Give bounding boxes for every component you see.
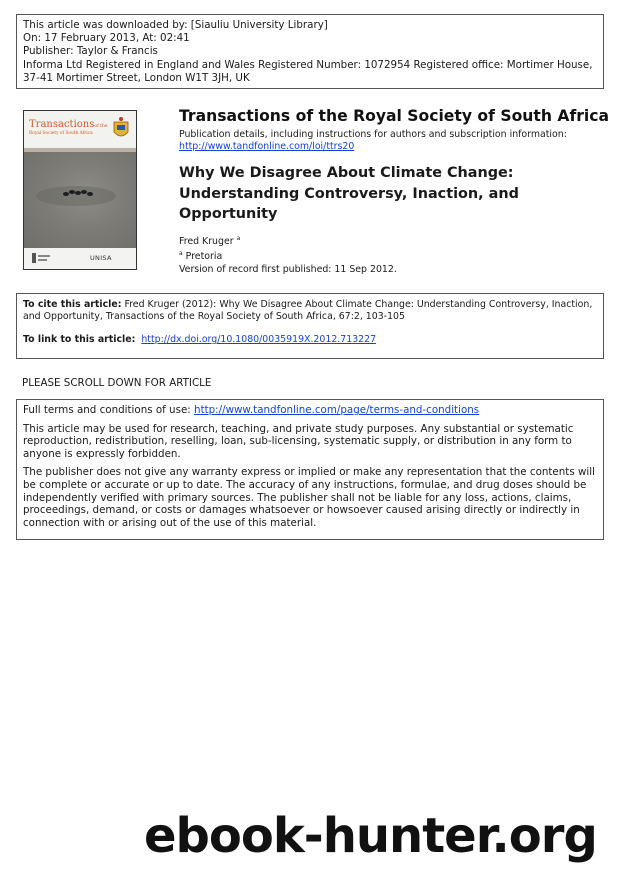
terms-intro-row — [23, 404, 597, 417]
cite-label: To cite this article: — [23, 299, 122, 310]
download-line-registered: Informa Ltd Registered in England and Wales Registered Number: 1072954 Registered office: Mortimer House, 37-41 Mortimer Street, London W1T 3JH, UK — [23, 58, 593, 84]
link-row — [23, 334, 597, 346]
journal-cover — [23, 110, 137, 270]
affiliation-line — [179, 248, 599, 264]
download-line-library: This article was downloaded by: [Siauliu University Library] — [23, 19, 328, 31]
download-notice — [16, 14, 604, 89]
article-header — [179, 107, 610, 276]
journal-link[interactable]: http://www.tandfonline.com/loi/ttrs20 — [179, 141, 355, 152]
cover-title: Transactionsof the — [29, 119, 108, 130]
terms-box — [16, 399, 604, 540]
scroll-notice: PLEASE SCROLL DOWN FOR ARTICLE — [22, 377, 212, 389]
download-line-publisher: Publisher: Taylor & Francis — [23, 45, 158, 58]
terms-warranty-paragraph: The publisher does not give any warranty express or implied or make any representation that the contents will be complete or accurate or up to date. The accuracy of any instructions, formulae, and drug doses should be independently verified with primary sources. The publisher shall not be liable for any loss, actions, claims, proceedings, demand, or costs or damages whatsoever or howsoever caused arising directly or indirectly in connection with or arising out of the use of this material. — [23, 466, 595, 529]
download-line-date: On: 17 February 2013, At: 02:41 — [23, 32, 190, 45]
version-record: Version of record first published: 11 Sep 2012. — [179, 263, 397, 275]
author-line — [179, 233, 599, 249]
watermark: ebook-hunter.org — [144, 808, 597, 864]
article-title: Why We Disagree About Climate Change: Understanding Controversy, Inaction, and Opportunity — [179, 165, 519, 222]
affiliation: Pretoria — [185, 251, 223, 263]
link-label: To link to this article: — [23, 334, 136, 345]
crest-icon — [112, 116, 130, 142]
publication-details — [179, 129, 599, 153]
terms-link[interactable]: http://www.tandfonline.com/page/terms-and-conditions — [194, 404, 480, 416]
article-meta — [179, 233, 599, 277]
doi-link[interactable]: http://dx.doi.org/10.1080/0035919X.2012.713227 — [141, 334, 377, 345]
cite-text: Fred Kruger (2012): Why We Disagree About Climate Change: Understanding Controversy, Inaction, and Opportunity, Transactions of the Royal Society of South Africa, 67:2, 103-105 — [23, 299, 593, 322]
terms-intro: Full terms and conditions of use: — [23, 404, 191, 416]
unisa-logo: UNISA — [90, 254, 112, 262]
publication-details-text: Publication details, including instructions for authors and subscription information: — [179, 129, 567, 140]
affiliation-sup: a — [179, 250, 183, 258]
terms-usage-paragraph: This article may be used for research, teaching, and private study purposes. Any substantial or systematic reproduction, redistribution, reselling, loan, sub-licensing, systematic supply, or distribution in any form to anyone is expressly forbidden. — [23, 422, 574, 460]
author-sup: a — [236, 234, 241, 242]
author-name: Fred Kruger — [179, 235, 234, 247]
journal-title: Transactions of the Royal Society of South Africa — [179, 107, 610, 125]
cover-footer — [24, 248, 136, 269]
cover-photo — [24, 152, 136, 248]
citation-box — [16, 293, 604, 359]
hippo-pool-image — [24, 152, 136, 248]
society-logo-icon — [32, 253, 50, 263]
cite-row — [23, 299, 597, 323]
cover-subtitle: Royal Society of South Africa — [29, 131, 93, 136]
